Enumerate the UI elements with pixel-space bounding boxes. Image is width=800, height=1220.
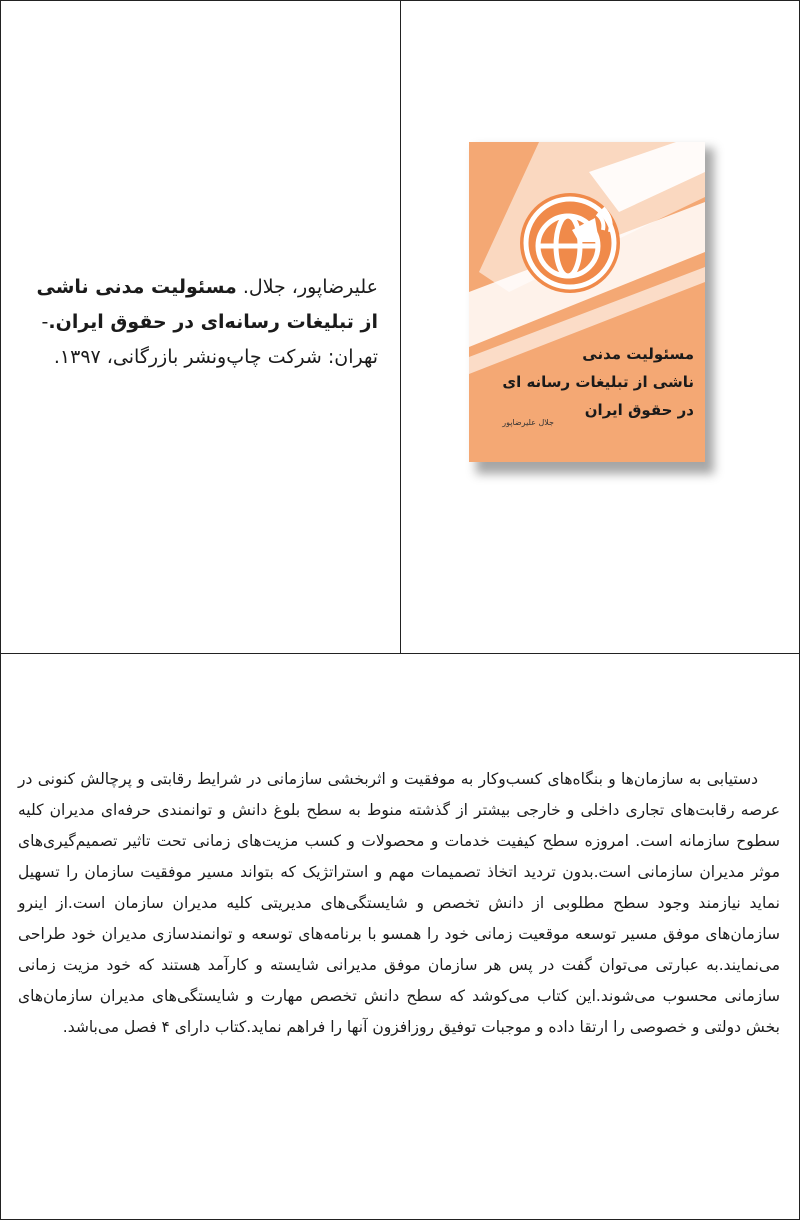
bibliographic-citation bbox=[22, 270, 378, 375]
cover-title-line3: در حقوق ایران bbox=[584, 401, 694, 419]
cover-title-line2: ناشی از تبلیغات رسانه ای bbox=[502, 373, 694, 391]
cover-author: جلال علیرضاپور bbox=[502, 418, 554, 427]
cover-title-line1: مسئولیت مدنی bbox=[582, 345, 694, 363]
citation-imprint: - تهران: شرکت چاپ‌ونشر بازرگانی، ۱۳۹۷. bbox=[41, 311, 378, 368]
cover-title bbox=[484, 340, 694, 424]
vertical-divider bbox=[400, 0, 401, 654]
citation-author: علیرضاپور، جلال. bbox=[242, 276, 378, 298]
globe-megaphone-icon bbox=[517, 190, 623, 296]
book-description: دستیابی به سازمان‌ها و بنگاه‌های کسب‌وکار به موفقیت و اثربخشی سازمانی در شرایط رقابتی و پرچالش کنونی در عرصه رقابت‌های تجاری داخلی و خارجی بیشتر از گذشته منوط به سطح بلوغ دانش و توانمندی حرفه‌ای مدیران کلیه سطوح سازمانه است. امروزه سطح کیفیت خدمات و محصولات و کسب مزیت‌های زمانی تحت تاثیر تصمیم‌گیری‌های موثر مدیران سازمانی است.بدون تردید اتخاذ تصمیمات مهم و استراتژیک که بتواند مسیر موفقیت سازمان را تسهیل نماید نیازمند وجود سطح مطلوبی از دانش تخصص و شایستگی‌های مدیریتی کلیه مدیران سازمان است.از اینرو سازمان‌های موفق مسیر توسعه موقعیت زمانی خود را همسو با برنامه‌های توسعه و توانمندسازی مدیران خود طراحی می‌نمایند.به عبارتی می‌توان گفت در پس هر سازمان موفق مدیرانی شایسته و کارآمد هستند که خود مزیت زمانی سازمانی محسوب می‌شوند.این کتاب می‌کوشد که سطح دانش تخصص مهارت و شایستگی‌های مدیران سازمان‌های بخش دولتی و خصوصی را ارتقا داده و موجبات توفیق روزافزون آنها را فراهم نماید.کتاب دارای ۴ فصل می‌باشد. bbox=[18, 770, 780, 1036]
citation-title: مسئولیت مدنی ناشی از تبلیغات رسانه‌ای در حقوق ایران. bbox=[36, 276, 378, 333]
